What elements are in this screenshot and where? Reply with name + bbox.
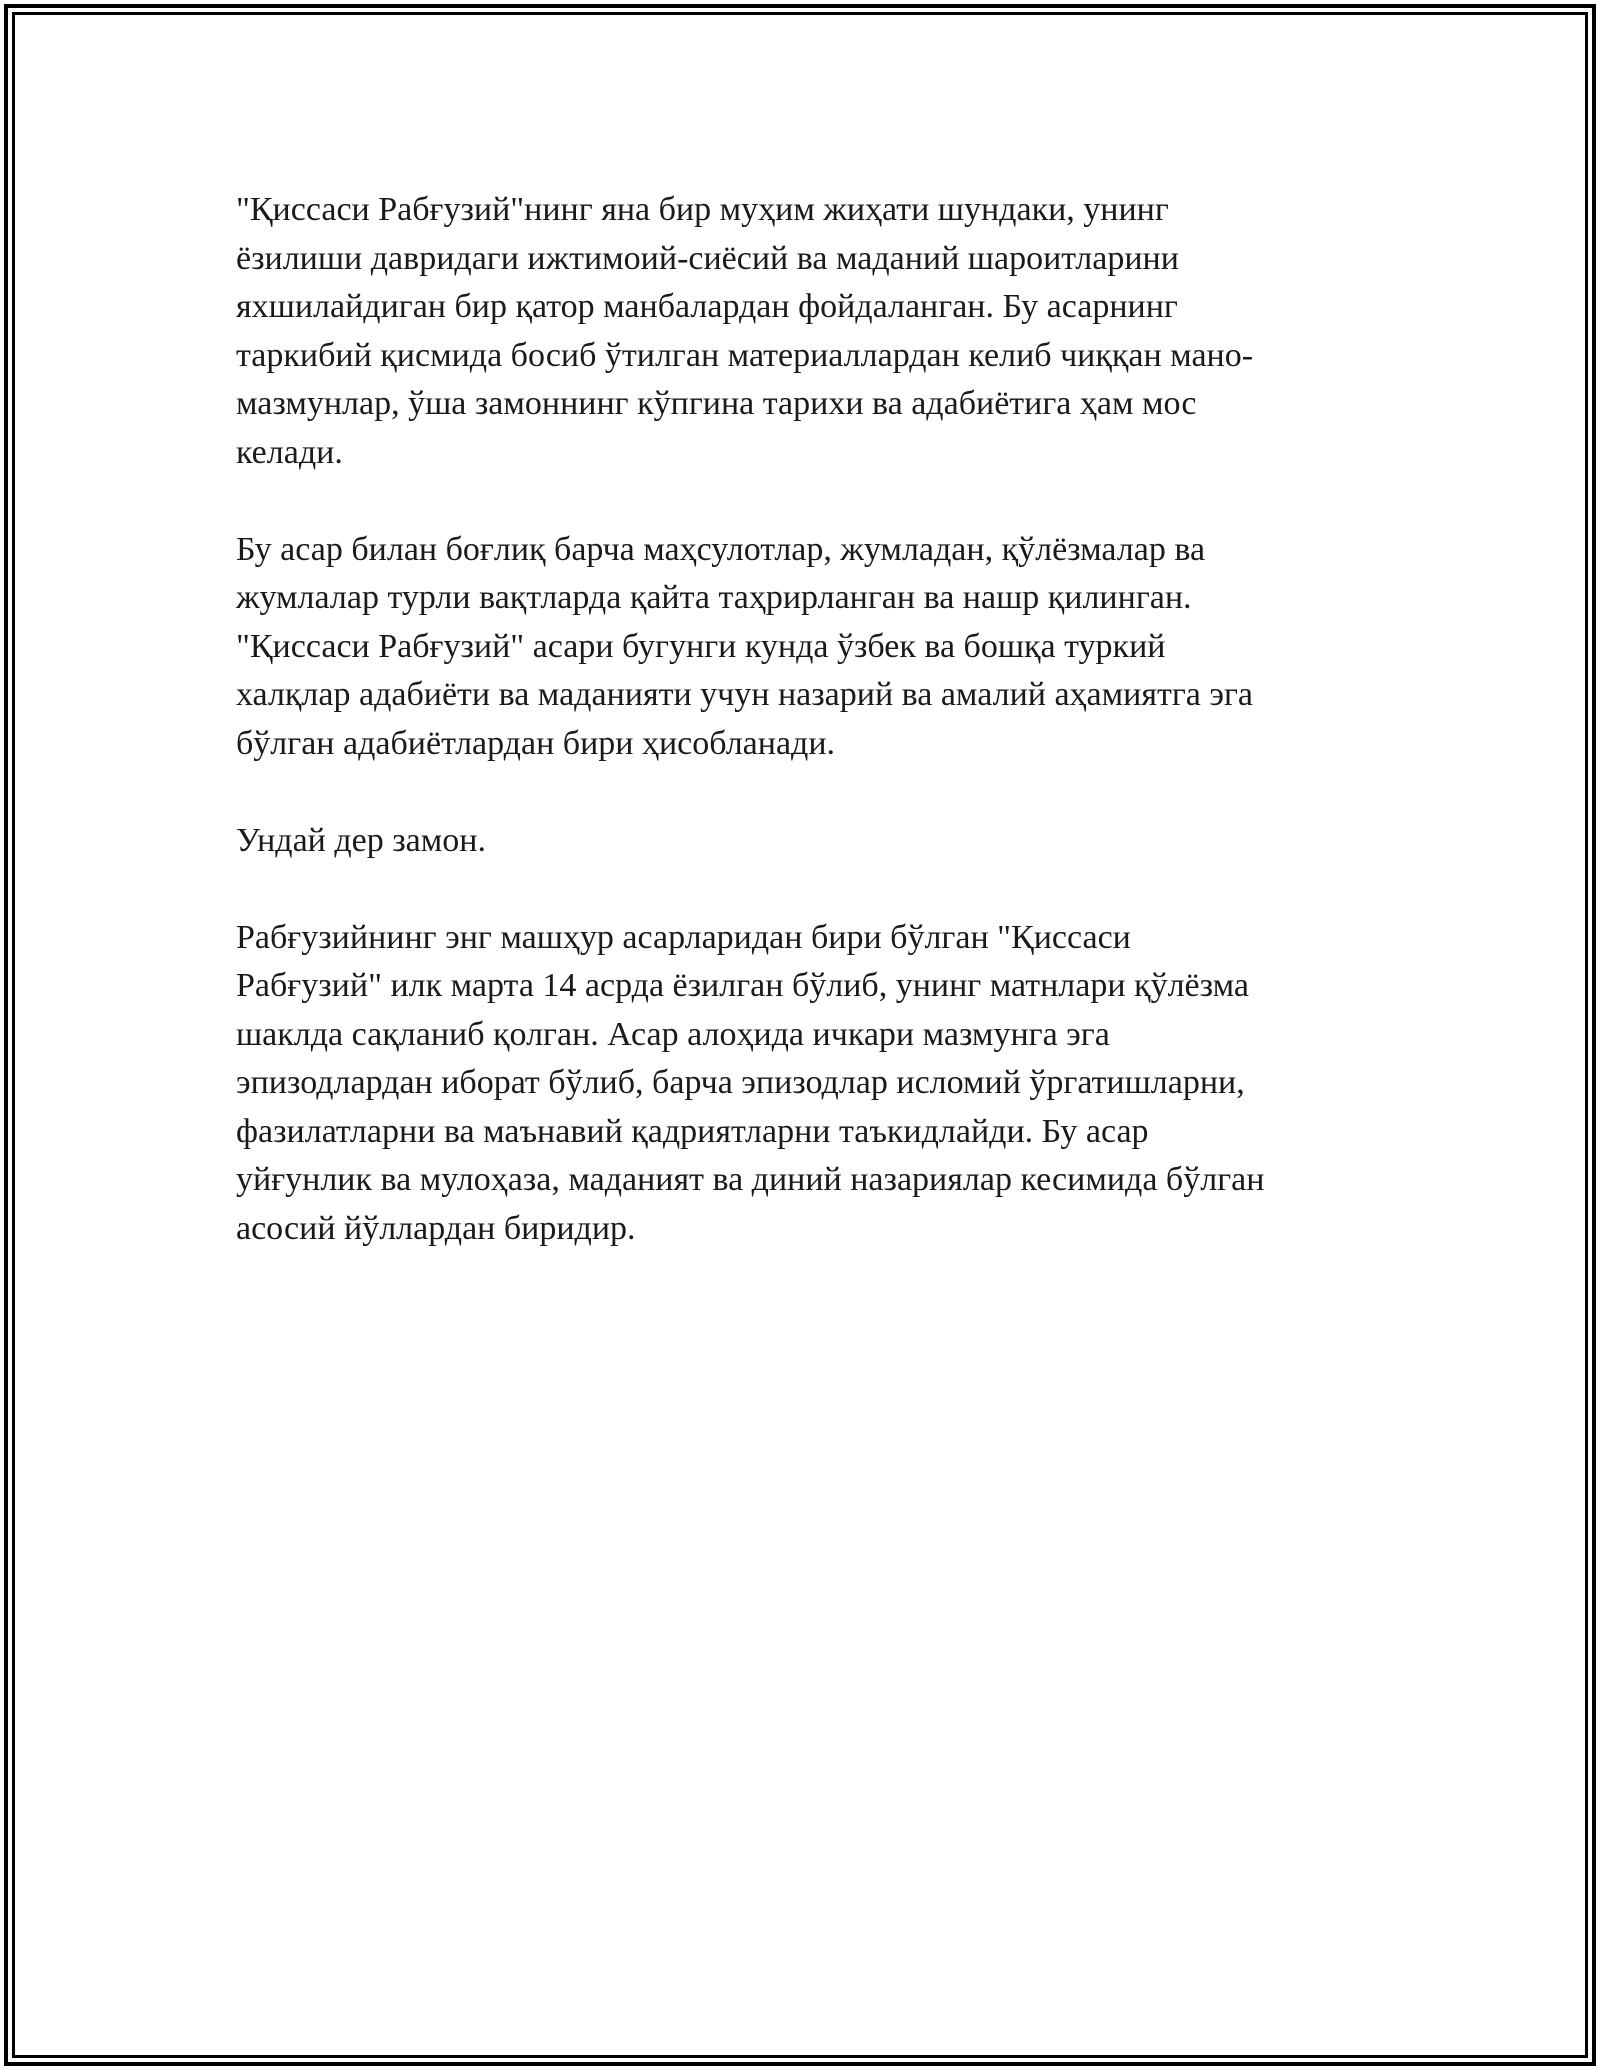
text-line: таркибий қисмида босиб ўтилган материаллардан келиб чиққан мано- (236, 336, 1254, 374)
text-line: Бу асар билан боғлиқ барча маҳсулотлар, жумладан, қўлёзмалар ва (236, 530, 1206, 568)
text-line: "Қиссаси Рабғузий"нинг яна бир муҳим жиҳати шундаки, унинг (236, 191, 1169, 228)
text-line: эпизодлардан иборат бўлиб, барча эпизодлар исломий ўргатишларни, (236, 1064, 1245, 1101)
paragraph-2 (236, 526, 1356, 769)
text-line: шаклда сақланиб қолган. Асар алоҳида ичкари мазмунга эга (236, 1015, 1110, 1053)
paragraph-4 (236, 914, 1356, 1254)
paragraph-1 (236, 186, 1356, 477)
text-line: ёзилиши давридаги ижтимоий-сиёсий ва маданий шароитларини (236, 239, 1179, 277)
text-line: "Қиссаси Рабғузий" асари бугунги кунда ўзбек ва бошқа туркий (236, 627, 1166, 665)
paragraph-3 (236, 817, 1356, 866)
text-line: келади. (236, 433, 343, 471)
text-line: бўлган адабиётлардан бири ҳисобланади. (236, 724, 836, 762)
text-line: уйғунлик ва мулоҳаза, маданият ва диний назариялар кесимида бўлган (236, 1161, 1265, 1198)
text-line: фазилатларни ва маънавий қадриятларни таъкидлайди. Бу асар (236, 1112, 1149, 1150)
text-line: Рабғузийнинг энг машҳур асарларидан бири бўлган "Қиссаси (236, 918, 1131, 956)
text-line: халқлар адабиёти ва маданияти учун назарий ва амалий аҳамиятга эга (236, 676, 1254, 713)
text-line: асосий йўллардан биридир. (236, 1209, 636, 1247)
text-line: Ундай дер замон. (236, 821, 486, 859)
text-line: яхшилайдиган бир қатор манбалардан фойдаланган. Бу асарнинг (236, 288, 1178, 325)
text-line: мазмунлар, ўша замоннинг кўпгина тарихи ва адабиётига ҳам мос (236, 385, 1197, 422)
text-line: жумлалар турли вақтларда қайта таҳрирланган ва нашр қилинган. (236, 579, 1192, 616)
document-body (236, 186, 1356, 1302)
text-line: Рабғузий" илк марта 14 асрда ёзилган бўлиб, унинг матнлари қўлёзма (236, 967, 1249, 1004)
